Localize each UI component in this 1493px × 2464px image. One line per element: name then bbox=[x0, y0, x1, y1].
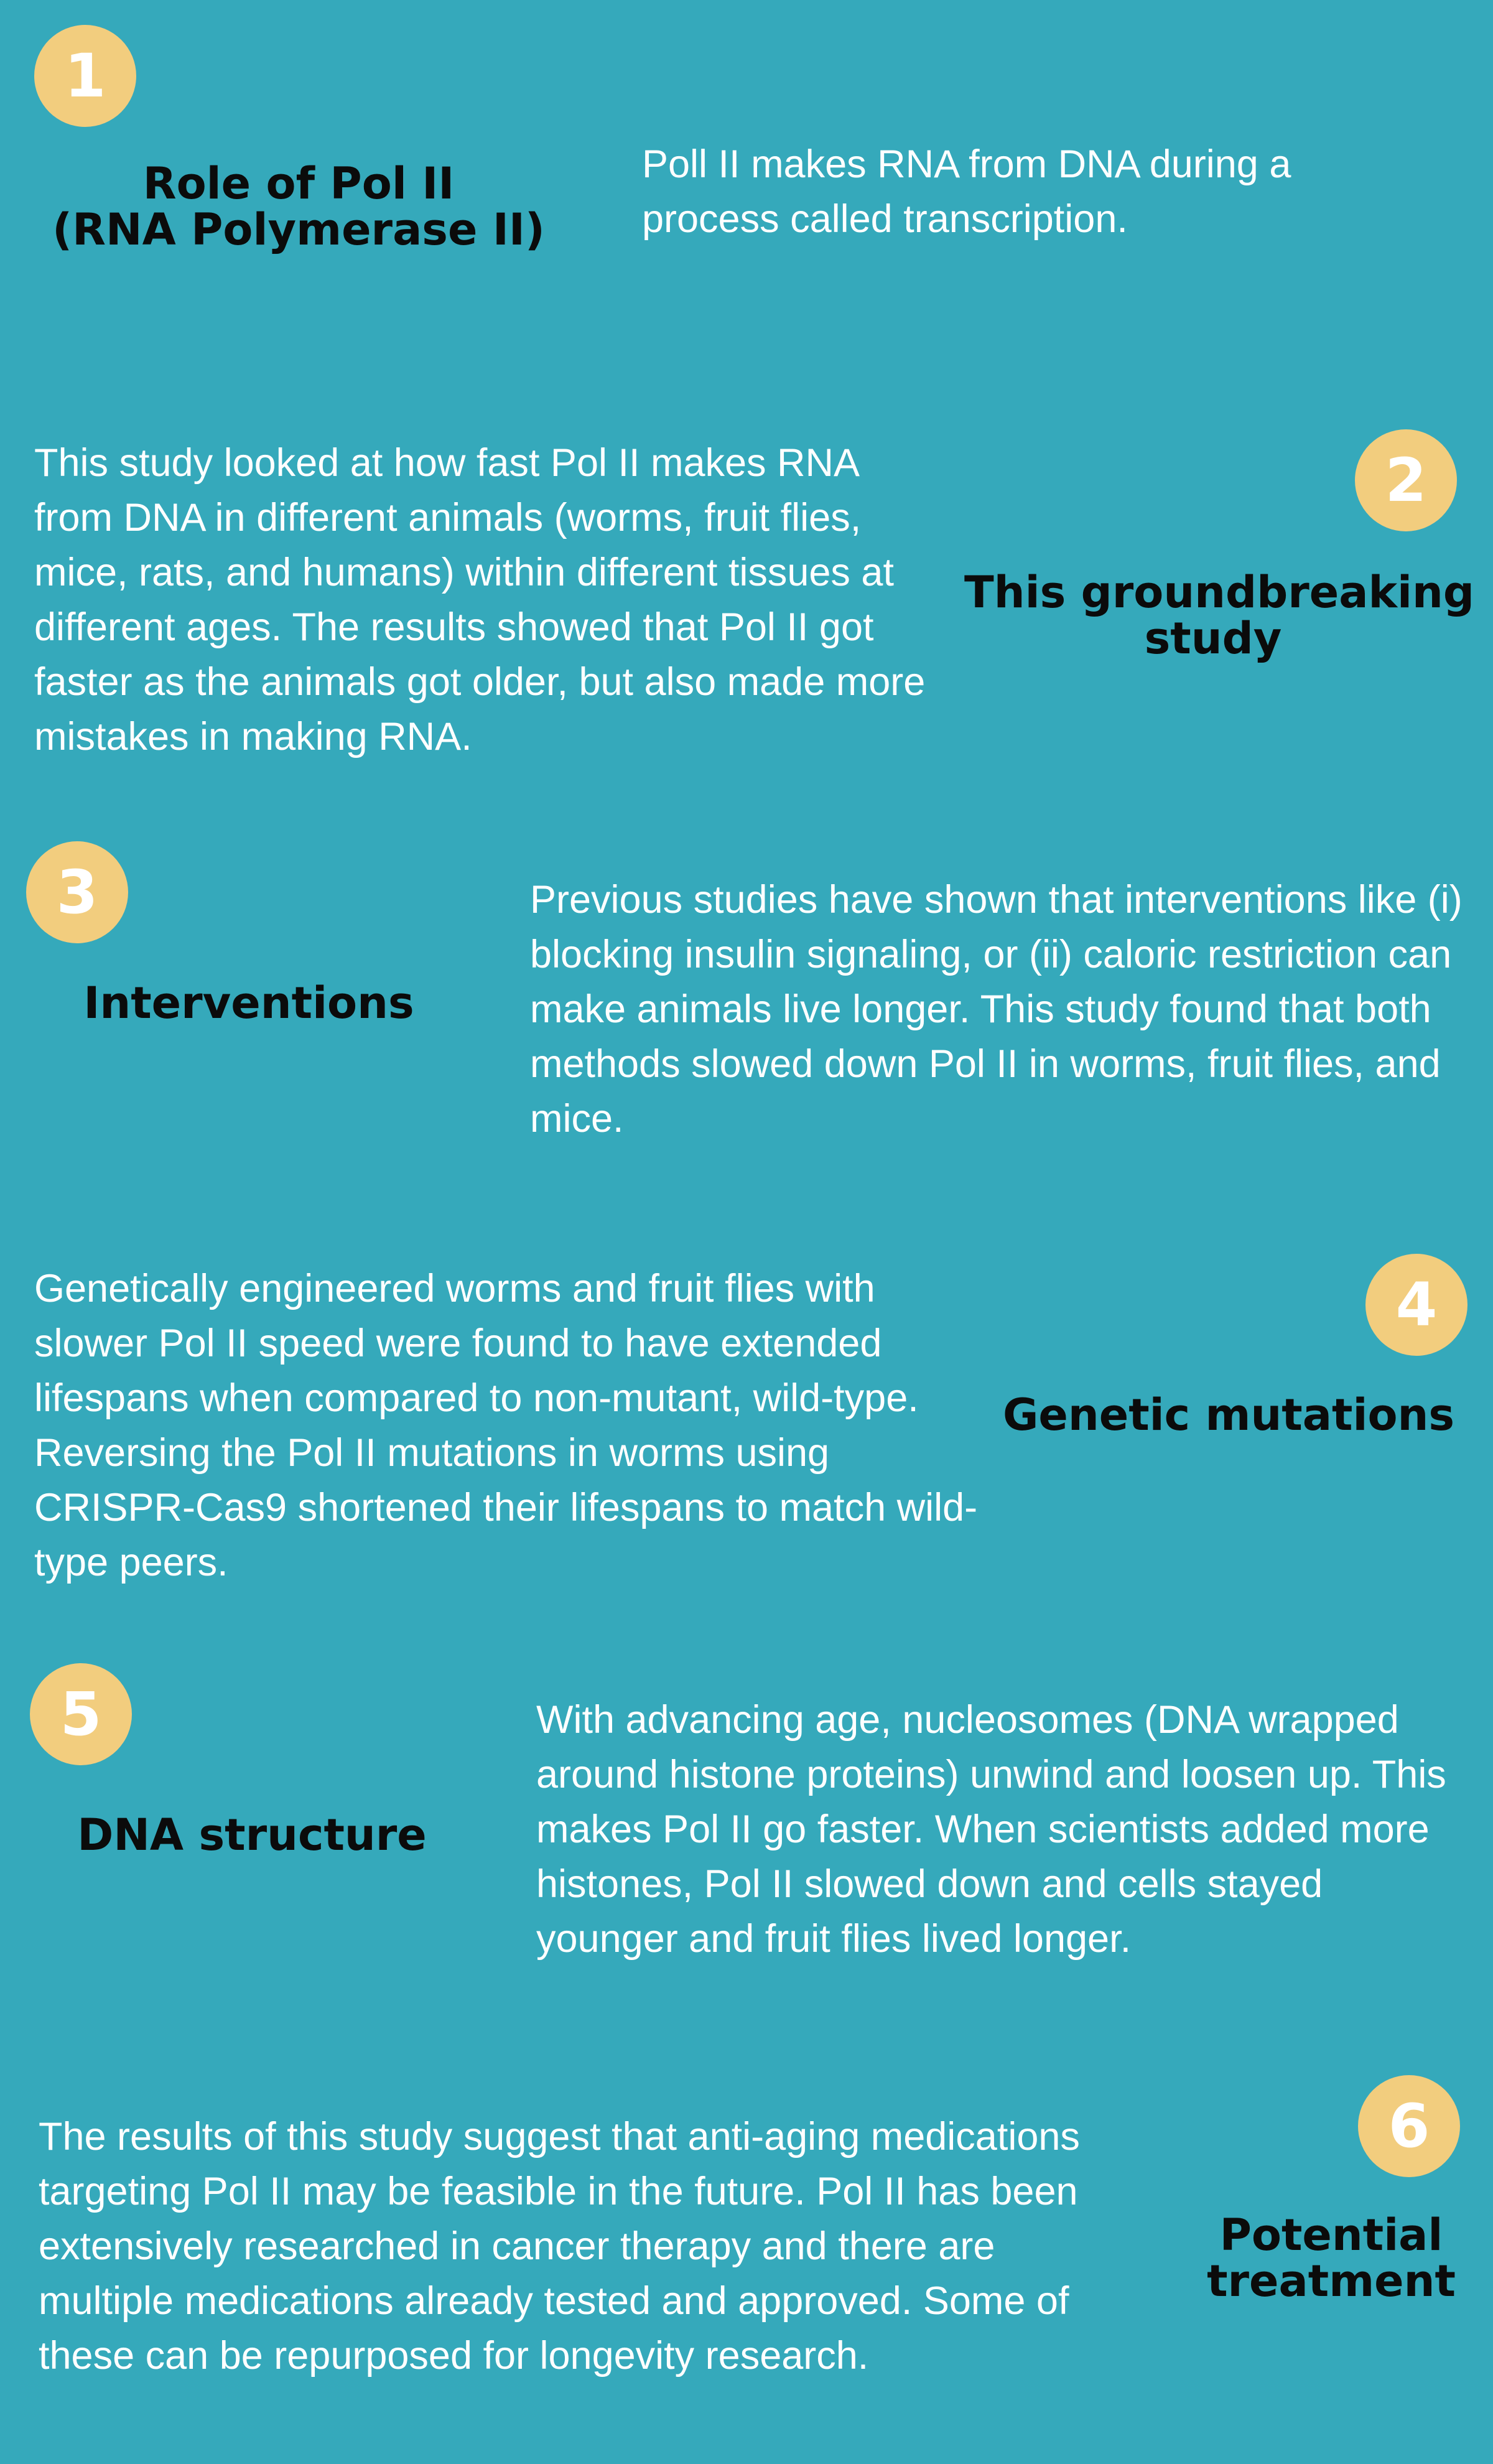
step-5-badge: 5 bbox=[30, 1663, 132, 1765]
step-1-badge: 1 bbox=[34, 25, 136, 127]
section-6-body: The results of this study suggest that anti-aging medications targeting Pol II may be feasible in the future. Pol II has been extensively researched in cancer therapy and there are multiple medications already tested and approved. Some of these can be repurposed for longevity research. bbox=[39, 2115, 1080, 2378]
step-2-badge: 2 bbox=[1355, 429, 1457, 531]
section-1-heading-line-2: (RNA Polymerase II) bbox=[52, 204, 545, 255]
section-3-heading-line-1: Interventions bbox=[83, 978, 414, 1029]
step-4-badge: 4 bbox=[1365, 1254, 1467, 1356]
section-2-body: This study looked at how fast Pol II makes RNA from DNA in different animals (worms, fruit flies, mice, rats, and humans) within different tissues at different ages. The results showed that Pol II got faster as the animals got older, but also made more mistakes in making RNA. bbox=[34, 441, 926, 758]
section-2-heading-line-2: study bbox=[1144, 613, 1282, 664]
section-1-body: Poll II makes RNA from DNA during a process called transcription. bbox=[642, 142, 1291, 241]
section-6-heading-line-1: Potential bbox=[1219, 2210, 1443, 2261]
section-6-heading bbox=[1182, 2210, 1481, 2307]
section-2-heading bbox=[964, 567, 1474, 664]
section-4-heading bbox=[983, 1389, 1474, 1440]
section-3-heading bbox=[37, 978, 460, 1029]
step-3-badge: 3 bbox=[26, 841, 128, 943]
step-6-badge: 6 bbox=[1358, 2075, 1460, 2177]
section-5-heading bbox=[37, 1809, 467, 1860]
section-6-heading-line-2: treatment bbox=[1207, 2256, 1456, 2307]
section-4-heading-line-1: Genetic mutations bbox=[1002, 1389, 1455, 1440]
section-5-body: With advancing age, nucleosomes (DNA wrapped around histone proteins) unwind and loosen up. This makes Pol II go faster. When scientists added more histones, Pol II slowed down and cells stayed younger and fruit flies lived longer. bbox=[536, 1698, 1446, 1961]
section-4-body: Genetically engineered worms and fruit flies with slower Pol II speed were found to have extended lifespans when compared to non-mutant, wild-type. Reversing the Pol II mutations in worms using CRISPR-Cas9 shortened their lifespans to match wild-type peers. bbox=[34, 1267, 978, 1584]
section-1-heading-line-1: Role of Pol II bbox=[142, 158, 455, 209]
section-1-heading bbox=[50, 158, 547, 255]
section-2-heading-line-1: This groundbreaking bbox=[964, 567, 1474, 618]
section-5-heading-line-1: DNA structure bbox=[77, 1809, 427, 1860]
section-3-body: Previous studies have shown that interventions like (i) blocking insulin signaling, or (ii) caloric restriction can make animals live longer. This study found that both methods slowed down Pol II in worms, fruit flies, and mice. bbox=[530, 878, 1463, 1141]
